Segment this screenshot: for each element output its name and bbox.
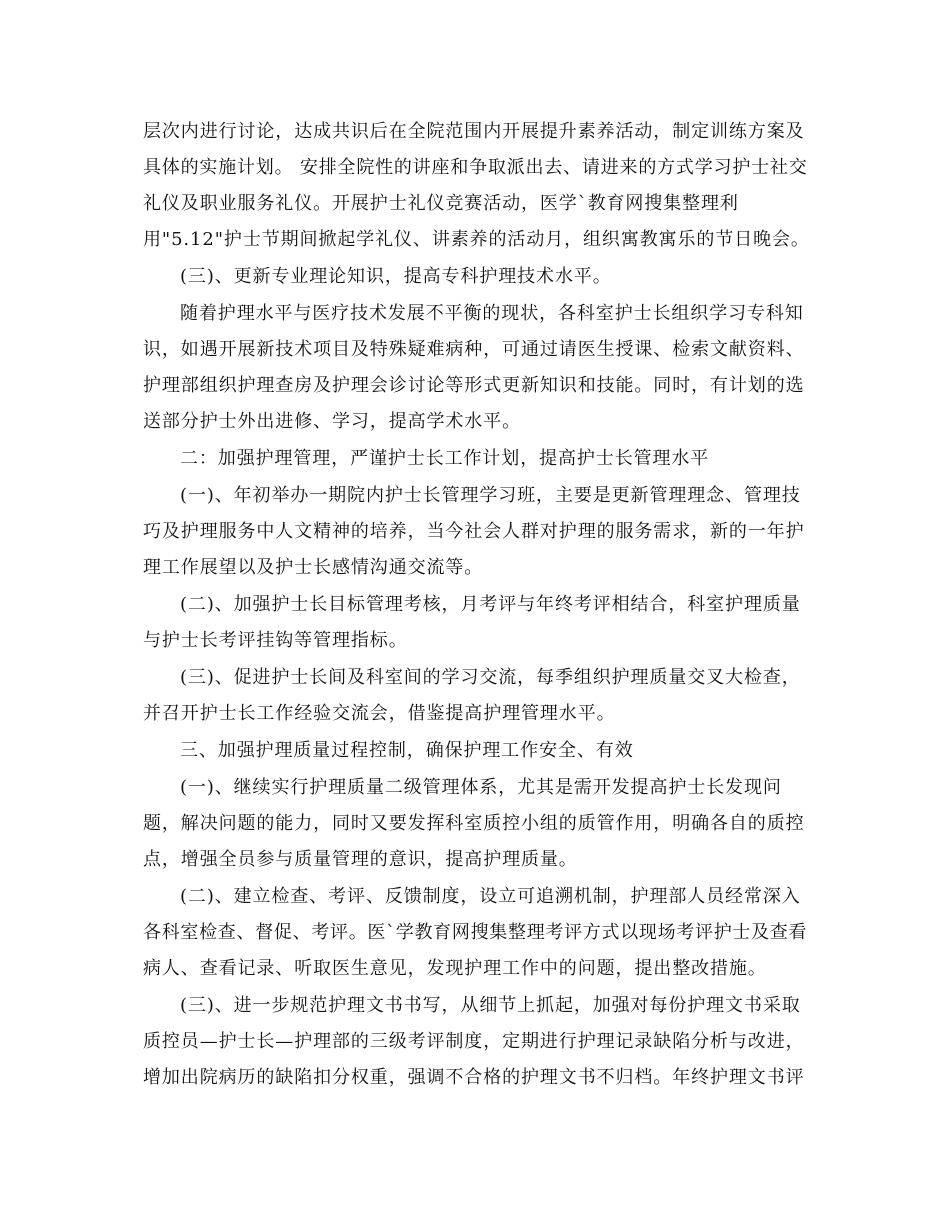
text-line: 并召开护士长工作经验交流会，借鉴提高护理管理水平。 [143, 703, 616, 724]
text-line: 病人、查看记录、听取医生意见，发现护理工作中的问题，提出整改措施。 [143, 958, 767, 979]
section-heading: 二：加强护理管理，严谨护士长工作计划，提高护士长管理水平 [180, 448, 710, 469]
text-line: (一)、继续实行护理质量二级管理体系，尤其是需开发提高护士长发现问 [180, 777, 782, 798]
section-heading: 三、加强护理质量过程控制，确保护理工作安全、有效 [180, 740, 634, 761]
text-line: 质控员—护士长—护理部的三级考评制度，定期进行护理记录缺陷分析与改进， [143, 1031, 805, 1052]
text-line: (一)、年初举办一期院内护士长管理学习班，主要是更新管理理念、管理技 [180, 485, 801, 506]
section-heading: (三)、更新专业理论知识，提高专科护理技术水平。 [180, 266, 612, 287]
text-line: 送部分护士外出进修、学习，提高学术水平。 [143, 411, 521, 432]
text-line: 增加出院病历的缺陷扣分权重，强调不合格的护理文书不归档。年终护理文书评 [143, 1067, 805, 1088]
text-line: 用"5.12"护士节期间掀起学礼仪、讲素养的活动月，组织寓教寓乐的节日晚会。 [143, 229, 810, 250]
text-line: 巧及护理服务中人文精神的培养，当今社会人群对护理的服务需求，新的一年护 [143, 521, 805, 542]
text-line: (二)、加强护士长目标管理考核，月考评与年终考评相结合，科室护理质量 [180, 594, 801, 615]
text-line: (三)、促进护士长间及科室间的学习交流，每季组织护理质量交叉大检查， [180, 667, 801, 688]
text-line: 礼仪及职业服务礼仪。开展护士礼仪竞赛活动，医学`教育网搜集整理利 [143, 193, 739, 214]
text-line: 随着护理水平与医疗技术发展不平衡的现状，各科室护士长组织学习专科知 [180, 303, 804, 324]
text-line: 与护士长考评挂钩等管理指标。 [143, 630, 408, 651]
text-line: 理工作展望以及护士长感情沟通交流等。 [143, 557, 484, 578]
text-line: 护理部组织护理查房及护理会诊讨论等形式更新知识和技能。同时，有计划的选 [143, 375, 805, 396]
text-line: 各科室检查、督促、考评。医`学教育网搜集整理考评方式以现场考评护士及查看 [143, 922, 808, 943]
text-line: 具体的实施计划。 安排全院性的讲座和争取派出去、请进来的方式学习护士社交 [143, 157, 808, 178]
text-line: 识，如遇开展新技术项目及特殊疑难病种，可通过请医生授课、检索文献资料、 [143, 339, 805, 360]
text-line: 题，解决问题的能力，同时又要发挥科室质控小组的质管作用，明确各自的质控 [143, 813, 805, 834]
text-line: (二)、建立检查、考评、反馈制度，设立可追溯机制，护理部人员经常深入 [180, 886, 801, 907]
text-line: (三)、进一步规范护理文书书写，从细节上抓起，加强对每份护理文书采取 [180, 995, 801, 1016]
text-line: 点，增强全员参与质量管理的意识，提高护理质量。 [143, 849, 578, 870]
text-line: 层次内进行讨论，达成共识后在全院范围内开展提升素养活动，制定训练方案及 [143, 121, 805, 142]
